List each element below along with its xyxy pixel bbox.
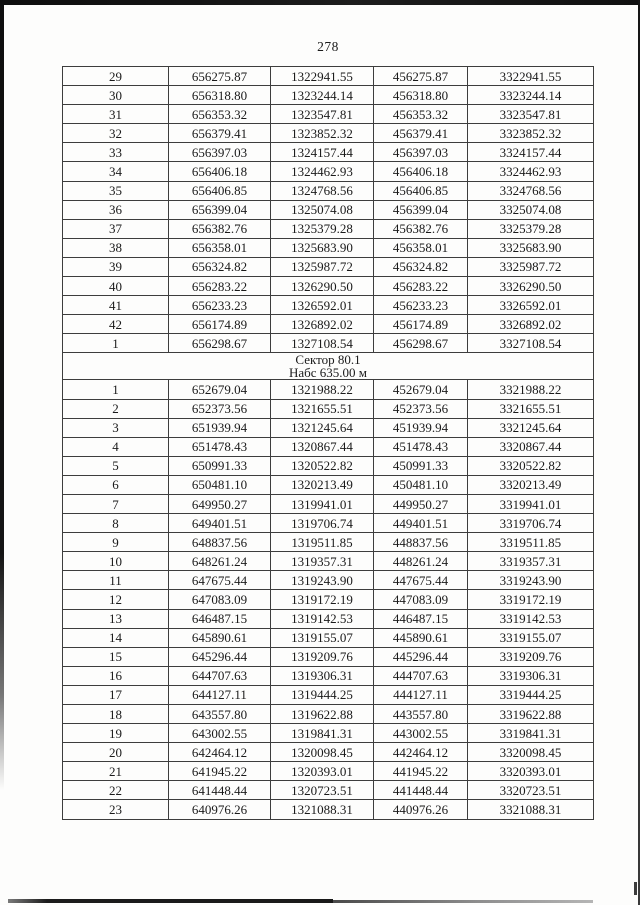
coordinate-cell: 652679.04 (169, 380, 271, 399)
section-header-row (63, 353, 594, 380)
table-row (63, 609, 594, 628)
coordinate-cell: 1319155.07 (271, 628, 374, 647)
scan-artifact-bottom-line (8, 899, 333, 903)
table-row (63, 277, 594, 296)
section-header-line: Набс 635.00 м (288, 365, 368, 380)
coordinate-cell: 651939.94 (169, 418, 271, 437)
coordinate-cell: 1319209.76 (271, 647, 374, 666)
table-row (63, 533, 594, 552)
coordinate-cell: 656324.82 (169, 257, 271, 276)
page-number: 278 (317, 39, 339, 54)
coordinate-cell: 451478.43 (374, 437, 468, 456)
coordinate-cell: 444127.11 (374, 685, 468, 704)
point-number-cell: 19 (63, 724, 169, 743)
coordinate-cell: 1324462.93 (271, 162, 374, 181)
coordinate-cell: 1323852.32 (271, 124, 374, 143)
point-number-cell: 7 (63, 494, 169, 513)
coordinate-cell: 656382.76 (169, 219, 271, 238)
coordinate-cell: 3319209.76 (468, 647, 594, 666)
coordinate-cell: 3321088.31 (468, 800, 594, 819)
coordinate-cell: 3327108.54 (468, 334, 594, 353)
coordinate-cell: 456358.01 (374, 238, 468, 257)
point-number-cell: 12 (63, 590, 169, 609)
coordinate-cell: 3324768.56 (468, 181, 594, 200)
coordinate-cell: 3319706.74 (468, 514, 594, 533)
coordinate-cell: 1319444.25 (271, 685, 374, 704)
coordinate-cell: 1319941.01 (271, 494, 374, 513)
coordinate-cell: 1321988.22 (271, 380, 374, 399)
point-number-cell: 30 (63, 86, 169, 105)
coordinate-cell: 1326592.01 (271, 296, 374, 315)
coordinate-cell: 651478.43 (169, 437, 271, 456)
table-row (63, 666, 594, 685)
table-row (63, 334, 594, 353)
point-number-cell: 39 (63, 257, 169, 276)
coordinate-table (62, 66, 594, 820)
point-number-cell: 38 (63, 238, 169, 257)
coordinate-cell: 647083.09 (169, 590, 271, 609)
point-number-cell: 2 (63, 399, 169, 418)
table-row (63, 181, 594, 200)
coordinate-cell: 3325683.90 (468, 238, 594, 257)
coordinate-cell: 3319357.31 (468, 552, 594, 571)
coordinate-cell: 445890.61 (374, 628, 468, 647)
coordinate-cell: 3324157.44 (468, 143, 594, 162)
coordinate-cell: 1319622.88 (271, 705, 374, 724)
coordinate-cell: 444707.63 (374, 666, 468, 685)
coordinate-cell: 456233.23 (374, 296, 468, 315)
table-row (63, 238, 594, 257)
point-number-cell: 31 (63, 105, 169, 124)
coordinate-cell: 646487.15 (169, 609, 271, 628)
coordinate-cell: 443002.55 (374, 724, 468, 743)
point-number-cell: 10 (63, 552, 169, 571)
point-number-cell: 32 (63, 124, 169, 143)
coordinate-cell: 3319444.25 (468, 685, 594, 704)
coordinate-cell: 3320723.51 (468, 781, 594, 800)
coordinate-cell: 3321988.22 (468, 380, 594, 399)
point-number-cell: 3 (63, 418, 169, 437)
coordinate-cell: 3320867.44 (468, 437, 594, 456)
table-row (63, 124, 594, 143)
coordinate-cell: 640976.26 (169, 800, 271, 819)
point-number-cell: 16 (63, 666, 169, 685)
coordinate-cell: 3320522.82 (468, 456, 594, 475)
table-row (63, 685, 594, 704)
coordinate-cell: 656358.01 (169, 238, 271, 257)
coordinate-cell: 447083.09 (374, 590, 468, 609)
coordinate-cell: 1319142.53 (271, 609, 374, 628)
table-row (63, 552, 594, 571)
table-row (63, 705, 594, 724)
coordinate-cell: 1321655.51 (271, 399, 374, 418)
table-row (63, 315, 594, 334)
point-number-cell: 34 (63, 162, 169, 181)
coordinate-cell: 656275.87 (169, 67, 271, 86)
coordinate-cell: 456275.87 (374, 67, 468, 86)
table-row (63, 418, 594, 437)
point-number-cell: 41 (63, 296, 169, 315)
coordinate-cell: 656174.89 (169, 315, 271, 334)
coordinate-cell: 3321655.51 (468, 399, 594, 418)
scan-artifact-right-tick (634, 882, 637, 895)
coordinate-cell: 1321088.31 (271, 800, 374, 819)
coordinate-cell: 3326592.01 (468, 296, 594, 315)
coordinate-cell: 3326892.02 (468, 315, 594, 334)
coordinate-cell: 456379.41 (374, 124, 468, 143)
table-row (63, 143, 594, 162)
coordinate-cell: 456353.32 (374, 105, 468, 124)
coordinate-cell: 3319622.88 (468, 705, 594, 724)
section-header-line: Сектор 80.1 (295, 352, 361, 368)
coordinate-cell: 1324157.44 (271, 143, 374, 162)
coordinate-cell: 456406.18 (374, 162, 468, 181)
coordinate-cell: 3319155.07 (468, 628, 594, 647)
coordinate-cell: 3319243.90 (468, 571, 594, 590)
table-row (63, 105, 594, 124)
table-row (63, 257, 594, 276)
point-number-cell: 23 (63, 800, 169, 819)
coordinate-cell: 450991.33 (374, 456, 468, 475)
scan-artifact-left-edge (0, 0, 4, 790)
table-row (63, 781, 594, 800)
coordinate-cell: 643557.80 (169, 705, 271, 724)
table-row (63, 219, 594, 238)
coordinate-cell: 656298.67 (169, 334, 271, 353)
coordinate-cell: 3321245.64 (468, 418, 594, 437)
table-row (63, 437, 594, 456)
point-number-cell: 8 (63, 514, 169, 533)
point-number-cell: 36 (63, 200, 169, 219)
coordinate-cell: 446487.15 (374, 609, 468, 628)
coordinate-cell: 456318.80 (374, 86, 468, 105)
coordinate-cell: 1321245.64 (271, 418, 374, 437)
point-number-cell: 33 (63, 143, 169, 162)
coordinate-cell: 443557.80 (374, 705, 468, 724)
coordinate-cell: 3319142.53 (468, 609, 594, 628)
coordinate-cell: 1323244.14 (271, 86, 374, 105)
coordinate-cell: 447675.44 (374, 571, 468, 590)
coordinate-cell: 1319243.90 (271, 571, 374, 590)
coordinate-cell: 656397.03 (169, 143, 271, 162)
coordinate-cell: 641945.22 (169, 762, 271, 781)
table-row (63, 628, 594, 647)
coordinate-cell: 1319306.31 (271, 666, 374, 685)
table-row (63, 380, 594, 399)
coordinate-cell: 645890.61 (169, 628, 271, 647)
coordinate-cell: 456382.76 (374, 219, 468, 238)
coordinate-cell: 3323547.81 (468, 105, 594, 124)
point-number-cell: 29 (63, 67, 169, 86)
coordinate-cell: 656353.32 (169, 105, 271, 124)
point-number-cell: 6 (63, 475, 169, 494)
coordinate-cell: 1319357.31 (271, 552, 374, 571)
coordinate-cell: 650991.33 (169, 456, 271, 475)
coordinate-cell: 656318.80 (169, 86, 271, 105)
coordinate-cell: 451939.94 (374, 418, 468, 437)
point-number-cell: 1 (63, 334, 169, 353)
point-number-cell: 40 (63, 277, 169, 296)
coordinate-cell: 1319841.31 (271, 724, 374, 743)
coordinate-cell: 3325074.08 (468, 200, 594, 219)
coordinate-cell: 1319706.74 (271, 514, 374, 533)
coordinate-cell: 456399.04 (374, 200, 468, 219)
coordinate-cell: 3326290.50 (468, 277, 594, 296)
coordinate-cell: 656233.23 (169, 296, 271, 315)
point-number-cell: 9 (63, 533, 169, 552)
coordinate-cell: 1326892.02 (271, 315, 374, 334)
coordinate-cell: 656406.85 (169, 181, 271, 200)
coordinate-cell: 1319511.85 (271, 533, 374, 552)
coordinate-cell: 3320213.49 (468, 475, 594, 494)
table-row (63, 456, 594, 475)
coordinate-cell: 445296.44 (374, 647, 468, 666)
coordinate-cell: 3323852.32 (468, 124, 594, 143)
coordinate-cell: 652373.56 (169, 399, 271, 418)
table-row (63, 475, 594, 494)
point-number-cell: 42 (63, 315, 169, 334)
coordinate-cell: 3319941.01 (468, 494, 594, 513)
coordinate-cell: 442464.12 (374, 743, 468, 762)
coordinate-cell: 450481.10 (374, 475, 468, 494)
coordinate-cell: 656283.22 (169, 277, 271, 296)
scan-artifact-bottom-line-faint (333, 900, 593, 903)
point-number-cell: 35 (63, 181, 169, 200)
coordinate-cell: 456397.03 (374, 143, 468, 162)
point-number-cell: 20 (63, 743, 169, 762)
coordinate-cell: 449401.51 (374, 514, 468, 533)
coordinate-cell: 449950.27 (374, 494, 468, 513)
coordinate-cell: 3322941.55 (468, 67, 594, 86)
coordinate-cell: 3324462.93 (468, 162, 594, 181)
point-number-cell: 18 (63, 705, 169, 724)
coordinate-cell: 448837.56 (374, 533, 468, 552)
table-row (63, 743, 594, 762)
point-number-cell: 11 (63, 571, 169, 590)
table-row (63, 514, 594, 533)
table-row (63, 800, 594, 819)
coordinate-cell: 649950.27 (169, 494, 271, 513)
coordinate-cell: 643002.55 (169, 724, 271, 743)
coordinate-cell: 456283.22 (374, 277, 468, 296)
coordinate-cell: 1320723.51 (271, 781, 374, 800)
coordinate-cell: 440976.26 (374, 800, 468, 819)
coordinate-cell: 642464.12 (169, 743, 271, 762)
point-number-cell: 22 (63, 781, 169, 800)
coordinate-cell: 3319511.85 (468, 533, 594, 552)
coordinate-cell: 1320522.82 (271, 456, 374, 475)
coordinate-cell: 452373.56 (374, 399, 468, 418)
point-number-cell: 14 (63, 628, 169, 647)
coordinate-cell: 3323244.14 (468, 86, 594, 105)
coordinate-cell: 656399.04 (169, 200, 271, 219)
coordinate-cell: 1320213.49 (271, 475, 374, 494)
table-row (63, 762, 594, 781)
coordinate-cell: 1324768.56 (271, 181, 374, 200)
point-number-cell: 37 (63, 219, 169, 238)
table-row (63, 724, 594, 743)
coordinate-cell: 649401.51 (169, 514, 271, 533)
coordinate-cell: 656379.41 (169, 124, 271, 143)
coordinate-cell: 644127.11 (169, 685, 271, 704)
table-row (63, 399, 594, 418)
point-number-cell: 21 (63, 762, 169, 781)
table-row (63, 200, 594, 219)
point-number-cell: 4 (63, 437, 169, 456)
coordinate-cell: 1320098.45 (271, 743, 374, 762)
coordinate-cell: 3319841.31 (468, 724, 594, 743)
coordinate-cell: 1327108.54 (271, 334, 374, 353)
coordinate-cell: 1320867.44 (271, 437, 374, 456)
coordinate-cell: 648837.56 (169, 533, 271, 552)
table-row (63, 571, 594, 590)
scan-artifact-top-edge (0, 0, 640, 5)
coordinate-cell: 456174.89 (374, 315, 468, 334)
table-row (63, 86, 594, 105)
coordinate-cell: 456324.82 (374, 257, 468, 276)
coordinate-cell: 1322941.55 (271, 67, 374, 86)
coordinate-cell: 656406.18 (169, 162, 271, 181)
coordinate-cell: 3320098.45 (468, 743, 594, 762)
coordinate-cell: 1325683.90 (271, 238, 374, 257)
coordinate-cell: 1325987.72 (271, 257, 374, 276)
coordinate-cell: 456298.67 (374, 334, 468, 353)
coordinate-cell: 650481.10 (169, 475, 271, 494)
table-row (63, 67, 594, 86)
coordinate-cell: 452679.04 (374, 380, 468, 399)
table-row (63, 494, 594, 513)
point-number-cell: 17 (63, 685, 169, 704)
coordinate-cell: 644707.63 (169, 666, 271, 685)
coordinate-cell: 3320393.01 (468, 762, 594, 781)
coordinate-cell: 1320393.01 (271, 762, 374, 781)
coordinate-cell: 3319172.19 (468, 590, 594, 609)
coordinate-cell: 645296.44 (169, 647, 271, 666)
coordinate-cell: 3325987.72 (468, 257, 594, 276)
point-number-cell: 13 (63, 609, 169, 628)
point-number-cell: 15 (63, 647, 169, 666)
coordinate-cell: 1319172.19 (271, 590, 374, 609)
coordinate-cell: 1326290.50 (271, 277, 374, 296)
coordinate-cell: 1325379.28 (271, 219, 374, 238)
coordinate-cell: 441945.22 (374, 762, 468, 781)
coordinate-cell: 448261.24 (374, 552, 468, 571)
coordinate-cell: 3319306.31 (468, 666, 594, 685)
coordinate-cell: 3325379.28 (468, 219, 594, 238)
section-header-cell (63, 353, 594, 380)
coordinate-cell: 648261.24 (169, 552, 271, 571)
point-number-cell: 1 (63, 380, 169, 399)
point-number-cell: 5 (63, 456, 169, 475)
table-row (63, 162, 594, 181)
coordinate-cell: 647675.44 (169, 571, 271, 590)
coordinate-table-body (63, 67, 594, 820)
table-row (63, 590, 594, 609)
coordinate-cell: 1325074.08 (271, 200, 374, 219)
coordinate-cell: 1323547.81 (271, 105, 374, 124)
coordinate-cell: 456406.85 (374, 181, 468, 200)
coordinate-cell: 641448.44 (169, 781, 271, 800)
table-row (63, 296, 594, 315)
table-row (63, 647, 594, 666)
coordinate-cell: 441448.44 (374, 781, 468, 800)
